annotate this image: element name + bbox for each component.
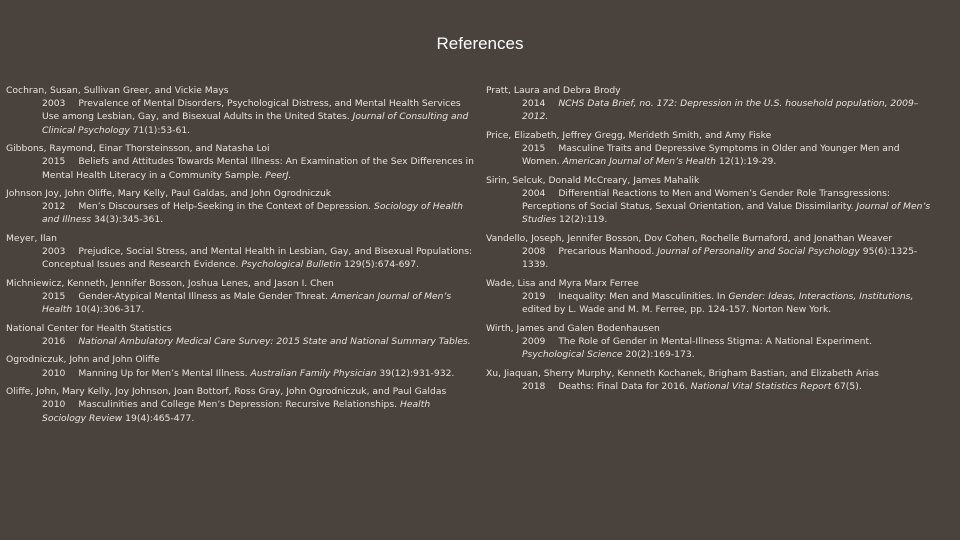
- reference-entry: [486, 84, 934, 124]
- reference-source: PeerJ.: [265, 169, 292, 181]
- reference-details: [486, 97, 934, 123]
- reference-year: 2012: [42, 201, 66, 213]
- reference-authors: Gibbons, Raymond, Einar Thorsteinsson, and Natasha Loi: [6, 143, 270, 155]
- reference-title: Men’s Discourses of Help-Seeking in the Context of Depression.: [78, 201, 372, 213]
- reference-year: 2010: [42, 399, 66, 411]
- reference-entry: [486, 277, 934, 317]
- reference-title: Beliefs and Attitudes Towards Mental Illness: An Examination of the Sex Differences in Mental Health Literacy in a Community Sample.: [42, 156, 474, 181]
- reference-title: Masculinities and College Men’s Depression: Recursive Relationships.: [78, 399, 398, 411]
- reference-details: [486, 335, 934, 361]
- reference-pages: 19(4):465-477.: [125, 412, 195, 424]
- reference-authors: Vandello, Joseph, Jennifer Bosson, Dov Cohen, Rochelle Burnaford, and Jonathan Weaver: [486, 232, 893, 244]
- references-left-column: [6, 84, 474, 430]
- reference-pages: 95(6):1325-1339.: [522, 246, 918, 271]
- reference-source: National Ambulatory Medical Care Survey: 2015 State and National Summary Tables.: [78, 335, 471, 347]
- reference-authors: Sirin, Selcuk, Donald McCreary, James Mahalik: [486, 174, 700, 186]
- reference-title: Differential Reactions to Men and Women’s Gender Role Transgressions: Perceptions of Social Status, Sexual Orientation, and Value Dissimilarity.: [522, 188, 891, 213]
- reference-year: 2019: [522, 291, 546, 303]
- reference-pages: 12(1):19-29.: [718, 156, 777, 168]
- reference-year: 2008: [522, 246, 546, 258]
- reference-entry: [6, 353, 474, 379]
- reference-pages: 67(5).: [834, 380, 862, 392]
- reference-pages: 10(4):306-317.: [75, 304, 145, 316]
- reference-title: Inequality: Men and Masculinities. In: [558, 291, 726, 303]
- reference-source: Australian Family Physician: [250, 367, 377, 379]
- reference-details: [6, 367, 474, 380]
- reference-pages: 34(3):345-361.: [94, 214, 164, 226]
- reference-authors: Meyer, Ilan: [6, 232, 58, 244]
- reference-year: 2016: [42, 335, 66, 347]
- reference-entry: [486, 232, 934, 272]
- reference-year: 2015: [42, 156, 66, 168]
- reference-source: Journal of Men’s Studies: [522, 201, 931, 226]
- reference-authors: Johnson Joy, John Oliffe, Mary Kelly, Paul Galdas, and John Ogrodniczuk: [6, 188, 332, 200]
- reference-title: The Role of Gender in Mental-Illness Stigma: A National Experiment.: [558, 335, 873, 347]
- page-title: References: [436, 34, 524, 53]
- reference-authors: Wade, Lisa and Myra Marx Ferree: [486, 277, 639, 289]
- reference-authors: Cochran, Susan, Sullivan Greer, and Vickie Mays: [6, 85, 229, 96]
- reference-entry: [6, 232, 474, 272]
- reference-title: Deaths: Final Data for 2016.: [558, 380, 688, 392]
- reference-entry: [6, 385, 474, 425]
- reference-entry: [6, 142, 474, 182]
- reference-year: 2014: [522, 98, 546, 110]
- reference-year: 2003: [42, 98, 66, 110]
- reference-details: [486, 187, 934, 227]
- reference-entry: [6, 277, 474, 317]
- reference-year: 2018: [522, 380, 546, 392]
- reference-details: [486, 380, 934, 393]
- reference-source: Psychological Bulletin: [241, 259, 342, 271]
- reference-pages: 12(2):119.: [559, 214, 608, 226]
- reference-authors: Pratt, Laura and Debra Brody: [486, 85, 621, 96]
- reference-details: [486, 142, 934, 168]
- reference-source: National Vital Statistics Report: [690, 380, 832, 392]
- reference-details: [6, 335, 474, 348]
- reference-source: American Journal of Men’s Health: [562, 156, 716, 168]
- reference-title: Precarious Manhood.: [558, 246, 655, 258]
- reference-pages: 71(1):53-61.: [132, 124, 191, 136]
- reference-details: [6, 398, 474, 424]
- reference-source: Psychological Science: [522, 349, 623, 361]
- reference-entry: [486, 367, 934, 393]
- reference-details: [6, 97, 474, 137]
- reference-source: NCHS Data Brief, no. 172: Depression in the U.S. household population, 2009–2012.: [522, 98, 919, 123]
- reference-source: American Journal of Men’s Health: [42, 291, 452, 316]
- reference-authors: Price, Elizabeth, Jeffrey Gregg, Merideth Smith, and Amy Fiske: [486, 129, 772, 141]
- reference-pages: edited by L. Wade and M. M. Ferree, pp. 124-157. Norton New York.: [522, 304, 832, 316]
- reference-pages: 39(12):931-932.: [379, 367, 455, 379]
- reference-authors: Michniewicz, Kenneth, Jennifer Bosson, Joshua Lenes, and Jason I. Chen: [6, 277, 334, 289]
- reference-title: Manning Up for Men’s Mental Illness.: [78, 367, 248, 379]
- reference-year: 2010: [42, 367, 66, 379]
- reference-authors: Wirth, James and Galen Bodenhausen: [486, 322, 660, 334]
- reference-year: 2015: [42, 291, 66, 303]
- reference-source: Journal of Consulting and Clinical Psychology: [42, 111, 469, 136]
- reference-details: [6, 155, 474, 181]
- reference-year: 2015: [522, 143, 546, 155]
- reference-title: Masculine Traits and Depressive Symptoms in Older and Younger Men and Women.: [522, 143, 900, 168]
- reference-year: 2009: [522, 335, 546, 347]
- reference-year: 2004: [522, 188, 546, 200]
- reference-title: Prevalence of Mental Disorders, Psychological Distress, and Mental Health Services Use among Lesbian, Gay, and Bisexual Adults in the United States.: [42, 98, 461, 123]
- reference-entry: [6, 322, 474, 348]
- reference-source: Gender: Ideas, Interactions, Institutions,: [728, 291, 914, 303]
- reference-entry: [6, 187, 474, 227]
- reference-authors: Ogrodniczuk, John and John Oliffe: [6, 354, 160, 366]
- reference-source: Sociology of Health and Illness: [42, 201, 463, 226]
- reference-details: [6, 290, 474, 316]
- reference-details: [6, 200, 474, 226]
- reference-title: Gender-Atypical Mental Illness as Male Gender Threat.: [78, 291, 328, 303]
- reference-details: [6, 245, 474, 271]
- reference-details: [486, 290, 934, 316]
- reference-title: Prejudice, Social Stress, and Mental Health in Lesbian, Gay, and Bisexual Populations: Conceptual Issues and Research Evidence.: [42, 246, 473, 271]
- reference-pages: 20(2):169-173.: [625, 349, 695, 361]
- reference-details: [486, 245, 934, 271]
- reference-pages: 129(5):674-697.: [344, 259, 420, 271]
- reference-entry: [486, 322, 934, 362]
- reference-entry: [6, 84, 474, 137]
- reference-year: 2003: [42, 246, 66, 258]
- references-right-column: [486, 84, 934, 398]
- reference-authors: Oliffe, John, Mary Kelly, Joy Johnson, Joan Bottorf, Ross Gray, John Ogrodniczuk, and Paul Galdas: [6, 386, 447, 398]
- reference-entry: [486, 129, 934, 169]
- reference-source: Health Sociology Review: [42, 399, 431, 424]
- reference-source: Journal of Personality and Social Psychology: [657, 246, 860, 258]
- reference-entry: [486, 174, 934, 227]
- reference-authors: National Center for Health Statistics: [6, 322, 172, 334]
- reference-authors: Xu, Jiaquan, Sherry Murphy, Kenneth Kochanek, Brigham Bastian, and Elizabeth Arias: [486, 367, 879, 379]
